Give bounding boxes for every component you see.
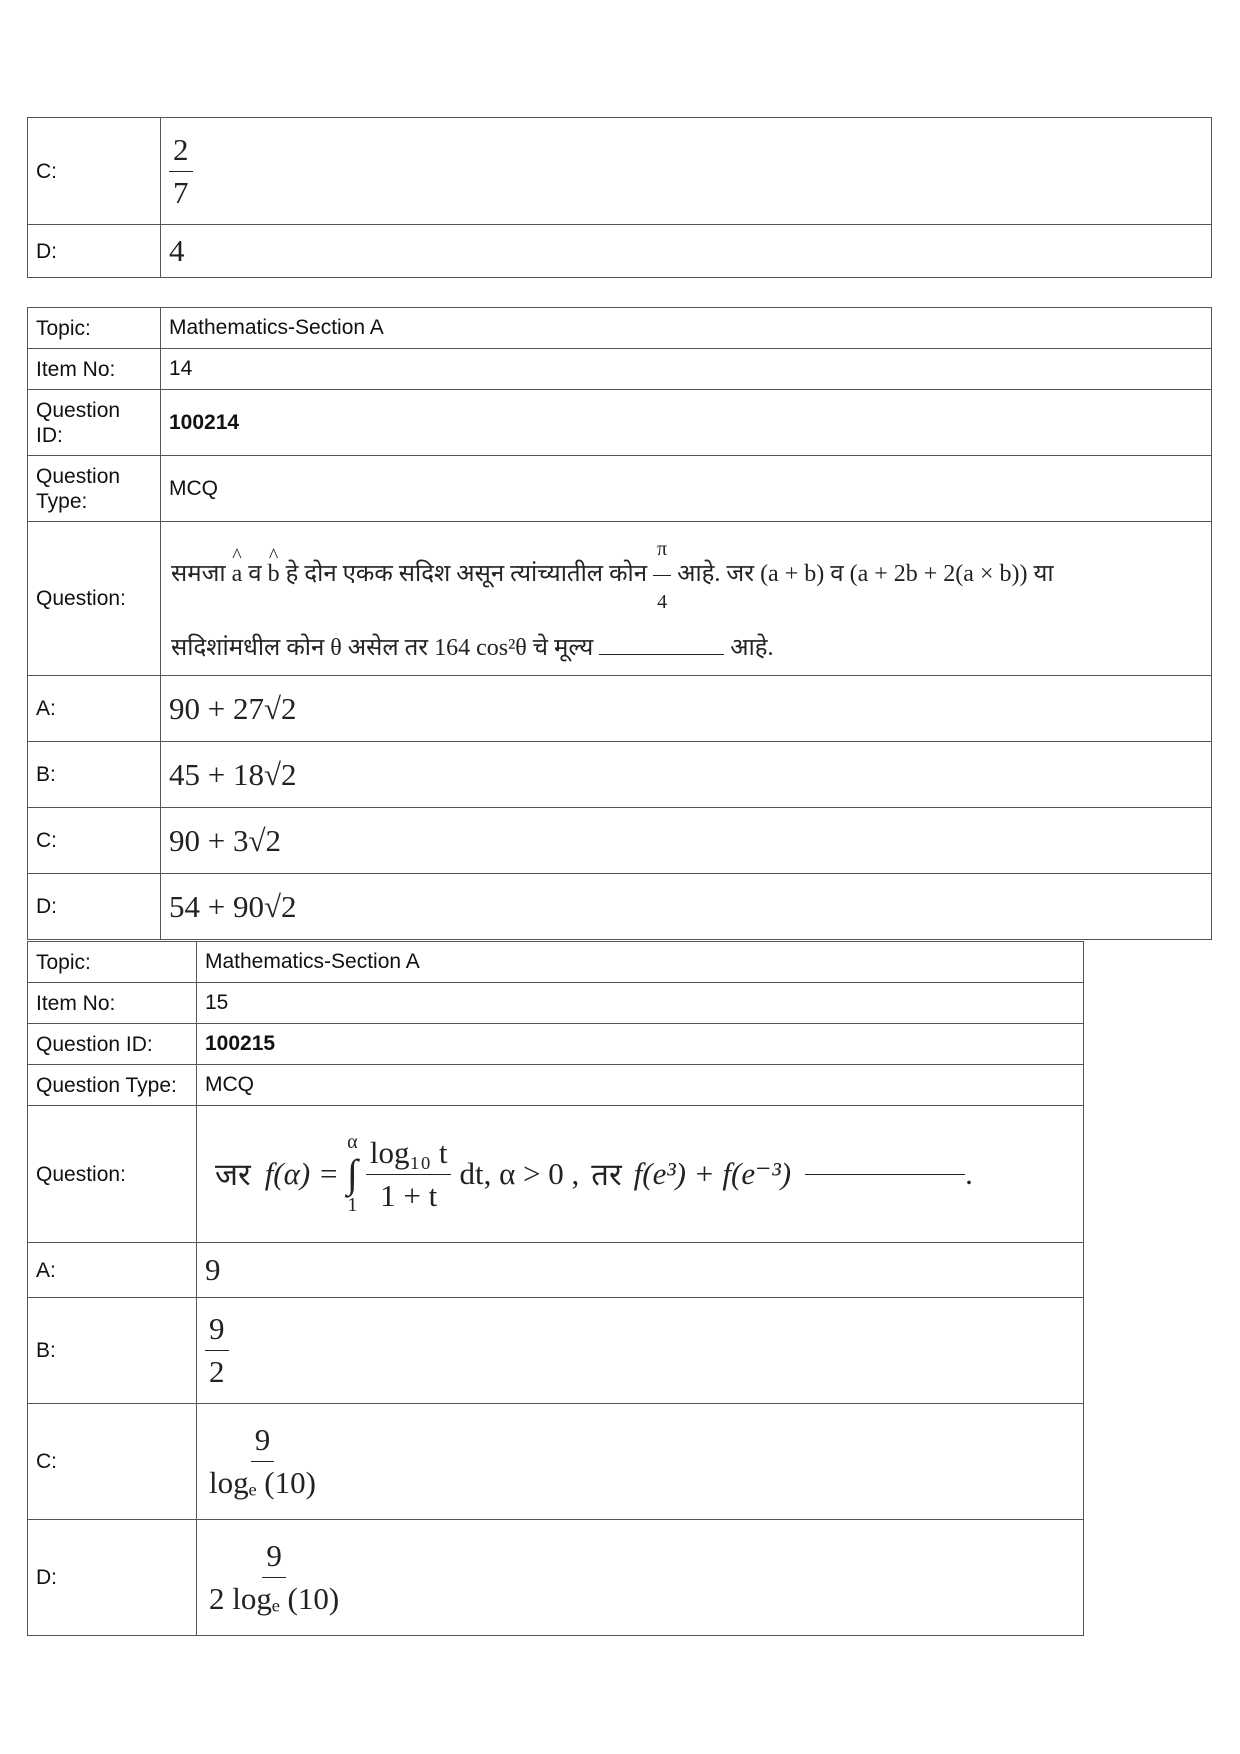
option-c-value bbox=[161, 118, 1212, 225]
question-type-value: MCQ bbox=[161, 456, 1212, 522]
option-b-value: $\frac{9}{2}$ bbox=[197, 1298, 1084, 1404]
vector-expression-1: (a + b) bbox=[760, 561, 825, 588]
question-15-table bbox=[27, 941, 1084, 1636]
option-d-label: D: bbox=[28, 1520, 197, 1636]
option-c-label: C: bbox=[28, 808, 161, 874]
option-b-value: 45 + 18√2 bbox=[161, 742, 1212, 808]
option-a-value: 90 + 27√2 bbox=[161, 676, 1212, 742]
option-a-label: A: bbox=[28, 676, 161, 742]
question-13-options-table bbox=[27, 117, 1212, 278]
option-c-label: C: bbox=[28, 1404, 197, 1520]
option-d-label: D: bbox=[28, 225, 161, 278]
option-a-label: A: bbox=[28, 1243, 197, 1298]
topic-value: Mathematics-Section A bbox=[197, 942, 1084, 983]
question-id-value: 100214 bbox=[161, 390, 1212, 456]
question-label: Question: bbox=[28, 1106, 197, 1243]
integrand-fraction: $\frac{\text{log₁₀ t}}{1 + t}$ bbox=[366, 1135, 452, 1214]
expression: f(e³) + f(e⁻³) bbox=[633, 1156, 792, 1191]
question-id-value: 100215 bbox=[197, 1024, 1084, 1065]
topic-label: Topic: bbox=[28, 942, 197, 983]
option-d-value: 54 + 90√2 bbox=[161, 874, 1212, 940]
angle-fraction: $\frac{\pi}{4}$ bbox=[653, 526, 671, 625]
question-text: समजा ^ a व ^ b हे दोन एकक सदिश असून त्यांच्यातील कोन $\frac{\pi}{4}$ आहे. जर (a + b) व (a + 2b + 2(a × b)) या सदिशांमधील कोन θ असेल तर 164 cos²θ चे मूल्य आहे. bbox=[161, 522, 1212, 676]
question-type-value: MCQ bbox=[197, 1065, 1084, 1106]
option-c-fraction: $\frac{2}{7}$ bbox=[169, 132, 193, 211]
option-d-value: $\frac{9}{\text{2 logₑ (10)}}$ bbox=[197, 1520, 1084, 1636]
question-label: Question: bbox=[28, 522, 161, 676]
topic-label: Topic: bbox=[28, 308, 161, 349]
option-b-label: B: bbox=[28, 1298, 197, 1404]
answer-blank bbox=[805, 1174, 965, 1175]
vector-a: ^ a bbox=[232, 551, 243, 597]
item-no-label: Item No: bbox=[28, 983, 197, 1024]
vector-b: ^ b bbox=[268, 551, 280, 597]
option-d-label: D: bbox=[28, 874, 161, 940]
option-a-value: 9 bbox=[197, 1243, 1084, 1298]
question-type-label: Question Type: bbox=[28, 1065, 197, 1106]
option-c-value: $\frac{9}{\text{logₑ (10)}}$ bbox=[197, 1404, 1084, 1520]
option-c-value: 90 + 3√2 bbox=[161, 808, 1212, 874]
option-c-label: C: bbox=[28, 118, 161, 225]
question-14-table bbox=[27, 307, 1212, 940]
topic-value: Mathematics-Section A bbox=[161, 308, 1212, 349]
item-no-value: 14 bbox=[161, 349, 1212, 390]
question-id-label: Question ID: bbox=[28, 1024, 197, 1065]
vector-expression-2: (a + 2b + 2(a × b)) bbox=[849, 561, 1028, 588]
item-no-value: 15 bbox=[197, 983, 1084, 1024]
option-d-value: 4 bbox=[161, 225, 1212, 278]
answer-blank bbox=[599, 654, 724, 655]
question-text: जर f(α) = α ∫ 1 $\frac{\text{log₁₀ t}}{1 + t}$ dt, α > 0 , तर f(e³) + f(e⁻³) . bbox=[197, 1106, 1084, 1243]
integral: α ∫ 1 bbox=[346, 1131, 358, 1216]
function-f: f(α) = bbox=[264, 1156, 339, 1191]
question-id-label: Question ID: bbox=[28, 390, 161, 456]
item-no-label: Item No: bbox=[28, 349, 161, 390]
option-b-label: B: bbox=[28, 742, 161, 808]
question-type-label: Question Type: bbox=[28, 456, 161, 522]
